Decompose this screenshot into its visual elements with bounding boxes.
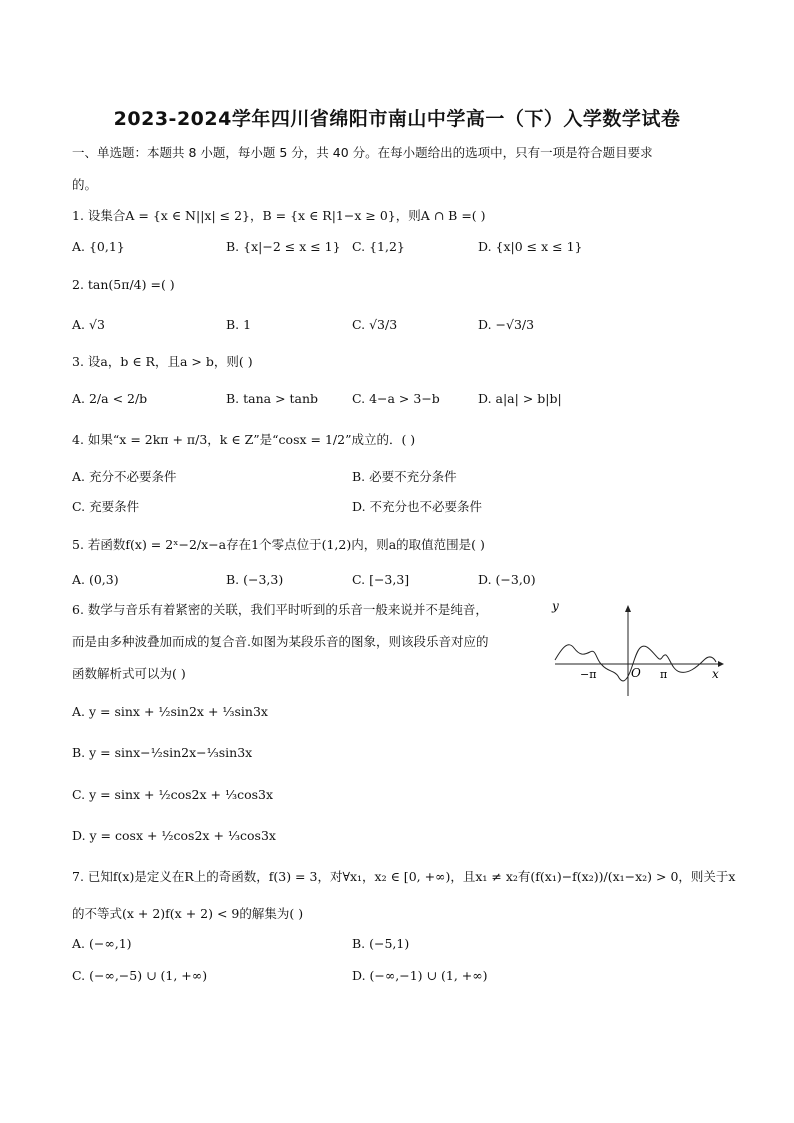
question-2-stem: 2. tan(5π/4) =( )	[72, 277, 175, 292]
q6-option-c: C. y = sinx + ½cos2x + ⅓cos3x	[72, 787, 274, 802]
section-heading: 一、单选题：本题共 8 小题，每小题 5 分，共 40 分。在每小题给出的选项中，只有一项是符合题目要求	[72, 145, 653, 160]
q3-option-a: A. 2/a < 2/b	[72, 391, 148, 406]
q4-option-b: B. 必要不充分条件	[352, 469, 457, 484]
y-axis-arrow	[625, 605, 631, 612]
x-axis-label: x	[712, 667, 719, 681]
question-3-stem: 3. 设a，b ∈ R，且a > b，则( )	[72, 354, 253, 369]
sound-wave-graph	[550, 600, 725, 700]
q5-option-c: C. [−3,3]	[352, 572, 410, 587]
x-axis-arrow	[718, 661, 724, 667]
question-6-stem-line-2: 而是由多种波叠加而成的复合音.如图为某段乐音的图象，则该段乐音对应的	[72, 634, 489, 649]
q2-option-c: C. √3/3	[352, 317, 398, 332]
question-7-stem-line-1: 7. 已知f(x)是定义在R上的奇函数，f(3) = 3，对∀x₁，x₂ ∈ [0, +∞)，且x₁ ≠ x₂有(f(x₁)−f(x₂))/(x₁−x₂) > 0，则关于x	[72, 869, 736, 884]
q6-option-d: D. y = cosx + ½cos2x + ⅓cos3x	[72, 828, 276, 843]
q3-option-b: B. tana > tanb	[226, 391, 319, 406]
q6-option-a: A. y = sinx + ½sin2x + ⅓sin3x	[72, 704, 268, 719]
origin-label: O	[631, 666, 641, 680]
q4-option-c: C. 充要条件	[72, 499, 140, 514]
q5-option-b: B. (−3,3)	[226, 572, 284, 587]
question-5-stem: 5. 若函数f(x) = 2ˣ−2/x−a存在1个零点位于(1,2)内，则a的取值范围是( )	[72, 537, 485, 552]
question-6-stem-line-1: 6. 数学与音乐有着紧密的关联，我们平时听到的乐音一般来说并不是纯音，	[72, 602, 488, 617]
q2-option-d: D. −√3/3	[478, 317, 535, 332]
q1-option-b: B. {x|−2 ≤ x ≤ 1}	[226, 239, 341, 254]
q4-option-a: A. 充分不必要条件	[72, 469, 177, 484]
q2-option-a: A. √3	[72, 317, 105, 332]
question-6-stem-line-3: 函数解析式可以为( )	[72, 666, 186, 681]
q3-option-d: D. a|a| > b|b|	[478, 391, 562, 406]
q6-option-b: B. y = sinx−½sin2x−⅓sin3x	[72, 745, 253, 760]
q7-option-d: D. (−∞,−1) ∪ (1, +∞)	[352, 968, 488, 983]
q7-option-b: B. (−5,1)	[352, 936, 410, 951]
q1-option-a: A. {0,1}	[72, 239, 125, 254]
question-7-stem-line-2: 的不等式(x + 2)f(x + 2) < 9的解集为( )	[72, 906, 304, 921]
y-axis-label: y	[552, 600, 559, 613]
pi-label: π	[660, 668, 668, 681]
q5-option-d: D. (−3,0)	[478, 572, 536, 587]
q4-option-d: D. 不充分也不必要条件	[352, 499, 483, 514]
q7-option-c: C. (−∞,−5) ∪ (1, +∞)	[72, 968, 208, 983]
q3-option-c: C. 4−a > 3−b	[352, 391, 440, 406]
section-heading-cont: 的。	[72, 177, 98, 192]
neg-pi-label: −π	[580, 668, 597, 681]
question-4-stem: 4. 如果“x = 2kπ + π/3，k ∈ Z”是“cosx = 1/2”成立的．( )	[72, 432, 416, 447]
question-1-stem: 1. 设集合A = {x ∈ N||x| ≤ 2}，B = {x ∈ R|1−x ≥ 0}，则A ∩ B =( )	[72, 208, 486, 223]
q2-option-b: B. 1	[226, 317, 252, 332]
q7-option-a: A. (−∞,1)	[72, 936, 132, 951]
page-title: 2023-2024学年四川省绵阳市南山中学高一（下）入学数学试卷	[113, 108, 681, 130]
q1-option-c: C. {1,2}	[352, 239, 405, 254]
q1-option-d: D. {x|0 ≤ x ≤ 1}	[478, 239, 583, 254]
q5-option-a: A. (0,3)	[72, 572, 119, 587]
